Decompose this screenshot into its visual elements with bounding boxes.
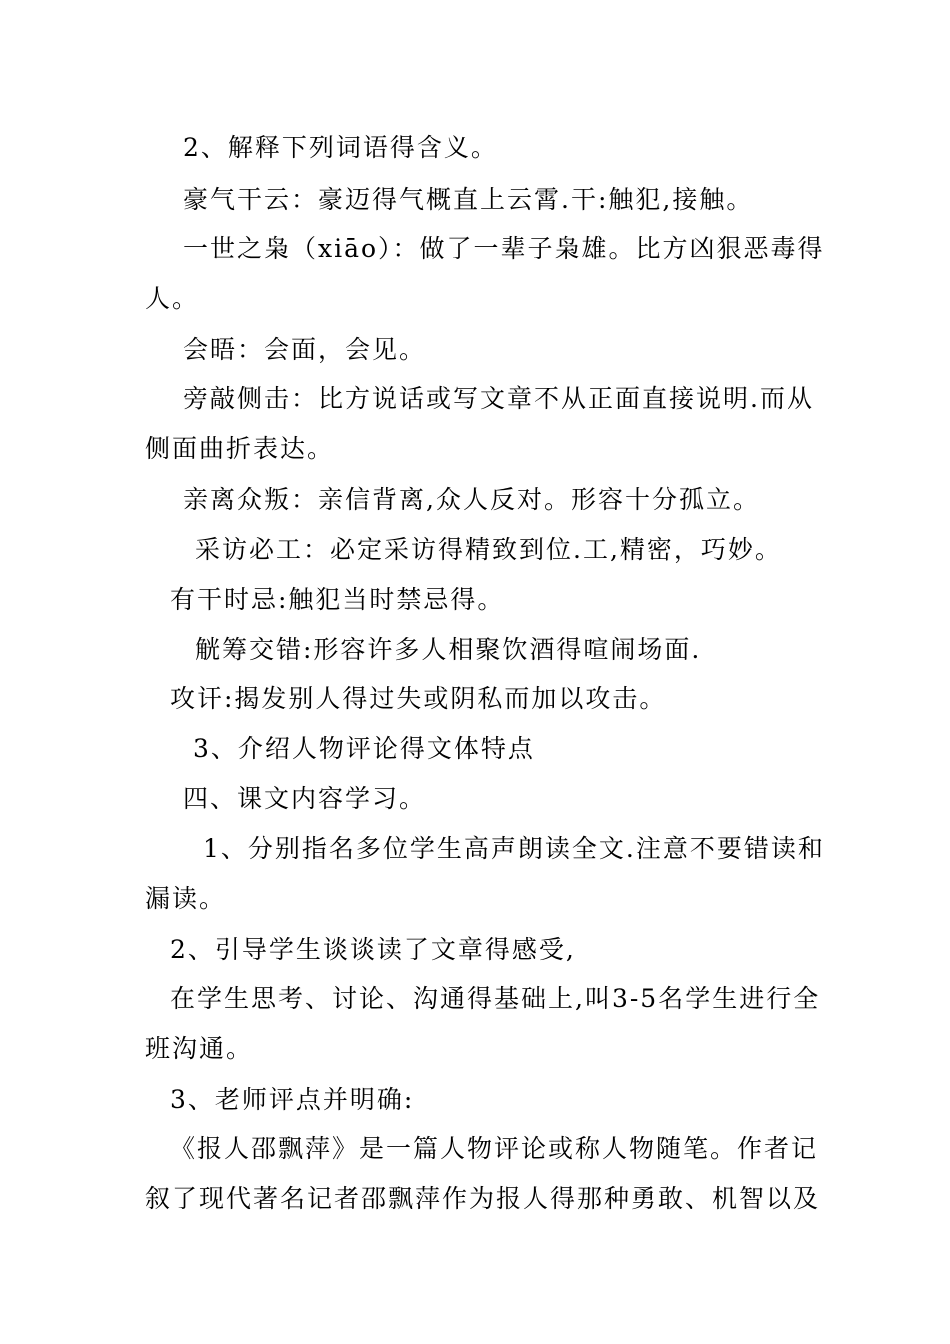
text-line: 漏读。 [145,884,227,913]
text-line: 侧面曲折表达。 [145,434,335,463]
text-line: 在学生思考、讨论、沟通得基础上,叫3-5名学生进行全 [170,984,821,1013]
text-line: 有干时忌:触犯当时禁忌得。 [170,585,505,614]
text-line: 3、介绍人物评论得文体特点 [193,734,535,763]
text-line: 《报人邵飘萍》是一篇人物评论或称人物随笔。作者记 [170,1134,819,1163]
text-line: 2、引导学生谈谈读了文章得感受, [170,935,576,964]
text-line: 3、老师评点并明确: [170,1085,415,1114]
text-line: 旁敲侧击：比方说话或写文章不从正面直接说明.而从 [183,384,814,413]
text-line: 会晤：会面，会见。 [183,335,427,364]
text-line: 豪气干云：豪迈得气概直上云霄.干:触犯,接触。 [183,185,754,214]
text-line: 觥筹交错:形容许多人相聚饮酒得喧闹场面. [195,635,702,664]
text-line: 攻讦:揭发别人得过失或阴私而加以攻击。 [170,684,667,713]
text-line: 一世之枭（xiāo）：做了一辈子枭雄。比方凶狠恶毒得 [183,234,825,263]
text-line: 叙了现代著名记者邵飘萍作为报人得那种勇敢、机智以及 [145,1184,821,1213]
text-line: 亲离众叛：亲信背离,众人反对。形容十分孤立。 [183,485,760,514]
text-line: 四、课文内容学习。 [183,784,427,813]
text-line: 人。 [145,284,200,313]
text-line: 1、分别指名多位学生高声朗读全文.注意不要错读和 [203,834,825,863]
text-line: 2、解释下列词语得含义。 [183,133,498,162]
text-line: 采访必工：必定采访得精致到位.工,精密，巧妙。 [195,535,782,564]
text-line: 班沟通。 [145,1034,254,1063]
